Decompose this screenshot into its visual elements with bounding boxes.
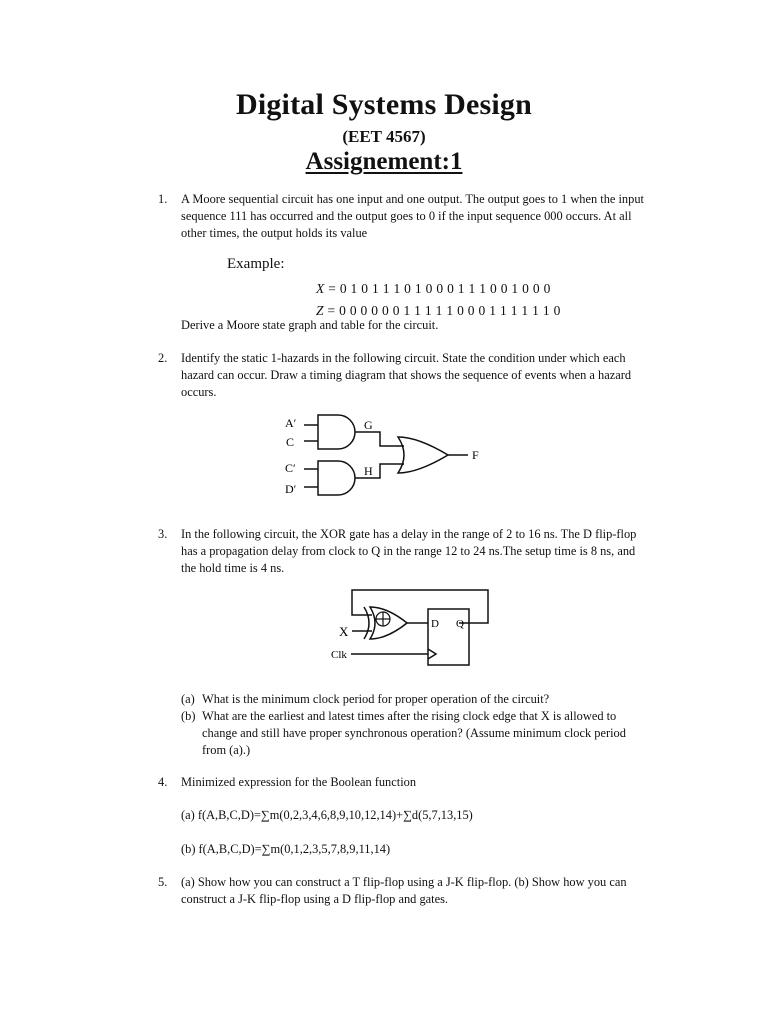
question-5-text: (a) Show how you can construct a T flip-flop using a J-K flip-flop. (b) Show how you can construct a J-K flip-flop using a D flip-flop and gates.: [181, 875, 627, 906]
assignment-heading-text: Assignement:1: [305, 148, 463, 175]
z-sequence-values: = 0 0 0 0 0 0 1 1 1 1 1 0 0 0 1 1 1 1 1 1 0: [327, 303, 561, 318]
output-f-label: F: [472, 448, 479, 462]
x-sequence: [316, 281, 551, 297]
question-3a-text: What is the minimum clock period for proper operation of the circuit?: [202, 692, 550, 706]
signal-h-label: H: [364, 464, 373, 478]
xor-dff-circuit-diagram: [325, 585, 495, 670]
input-x-label: X: [339, 624, 349, 639]
question-3b-text: What are the earliest and latest times after the rising clock edge that X is allowed to change and still have proper synchronous operation? (Assume minimum clock period from (a).): [202, 709, 626, 757]
question-3-text: In the following circuit, the XOR gate has a delay in the range of 2 to 16 ns. The D flip-flop has a propagation delay from clock to Q in the range 12 to 24 ns.The setup time is 8 ns, and the hold time is 4 ns.: [181, 527, 637, 575]
question-1-task: Derive a Moore state graph and table for the circuit.: [181, 318, 439, 332]
input-c-prime-label: C′: [285, 461, 296, 475]
question-3b-label: (b): [181, 709, 196, 723]
question-2-text: Identify the static 1-hazards in the following circuit. State the condition under which each hazard can occur. Draw a timing diagram that shows the sequence of events when a hazard occurs.: [181, 351, 632, 399]
z-variable: Z: [316, 303, 324, 318]
flipflop-q-label: Q: [456, 618, 464, 630]
question-1-number: 1.: [158, 192, 168, 206]
input-a-prime-label: A′: [285, 416, 297, 430]
question-4b-text: (b) f(A,B,C,D)=∑m(0,1,2,3,5,7,8,9,11,14): [181, 842, 391, 856]
question-3a-label: (a): [181, 692, 195, 706]
input-c-label: C: [286, 435, 295, 449]
question-3-number: 3.: [158, 527, 168, 541]
question-2-number: 2.: [158, 351, 168, 365]
input-d-prime-label: D′: [285, 482, 297, 496]
document-title: Digital Systems Design: [235, 88, 533, 121]
question-4a-text: (a) f(A,B,C,D)=∑m(0,2,3,4,6,8,9,10,12,14)+∑d(5,7,13,15): [181, 808, 473, 822]
course-code: (EET 4567): [342, 127, 426, 146]
question-4-text: Minimized expression for the Boolean function: [181, 775, 417, 789]
signal-g-label: G: [364, 418, 373, 432]
question-5-number: 5.: [158, 875, 168, 889]
question-1-text: A Moore sequential circuit has one input and one output. The output goes to 1 when the input sequence 111 has occurred and the output goes to 0 if the input sequence 000 occurs. At all other times, the output holds its value: [181, 192, 644, 240]
hazard-circuit-diagram: [270, 405, 500, 505]
assignment-heading: [0, 148, 768, 176]
x-sequence-values: = 0 1 0 1 1 1 0 1 0 0 0 1 1 1 0 0 1 0 0 0: [328, 281, 551, 296]
example-label: Example:: [227, 256, 285, 272]
question-4-number: 4.: [158, 775, 168, 789]
clock-label: Clk: [331, 649, 347, 661]
x-variable: X: [316, 281, 325, 296]
flipflop-d-label: D: [431, 618, 439, 630]
